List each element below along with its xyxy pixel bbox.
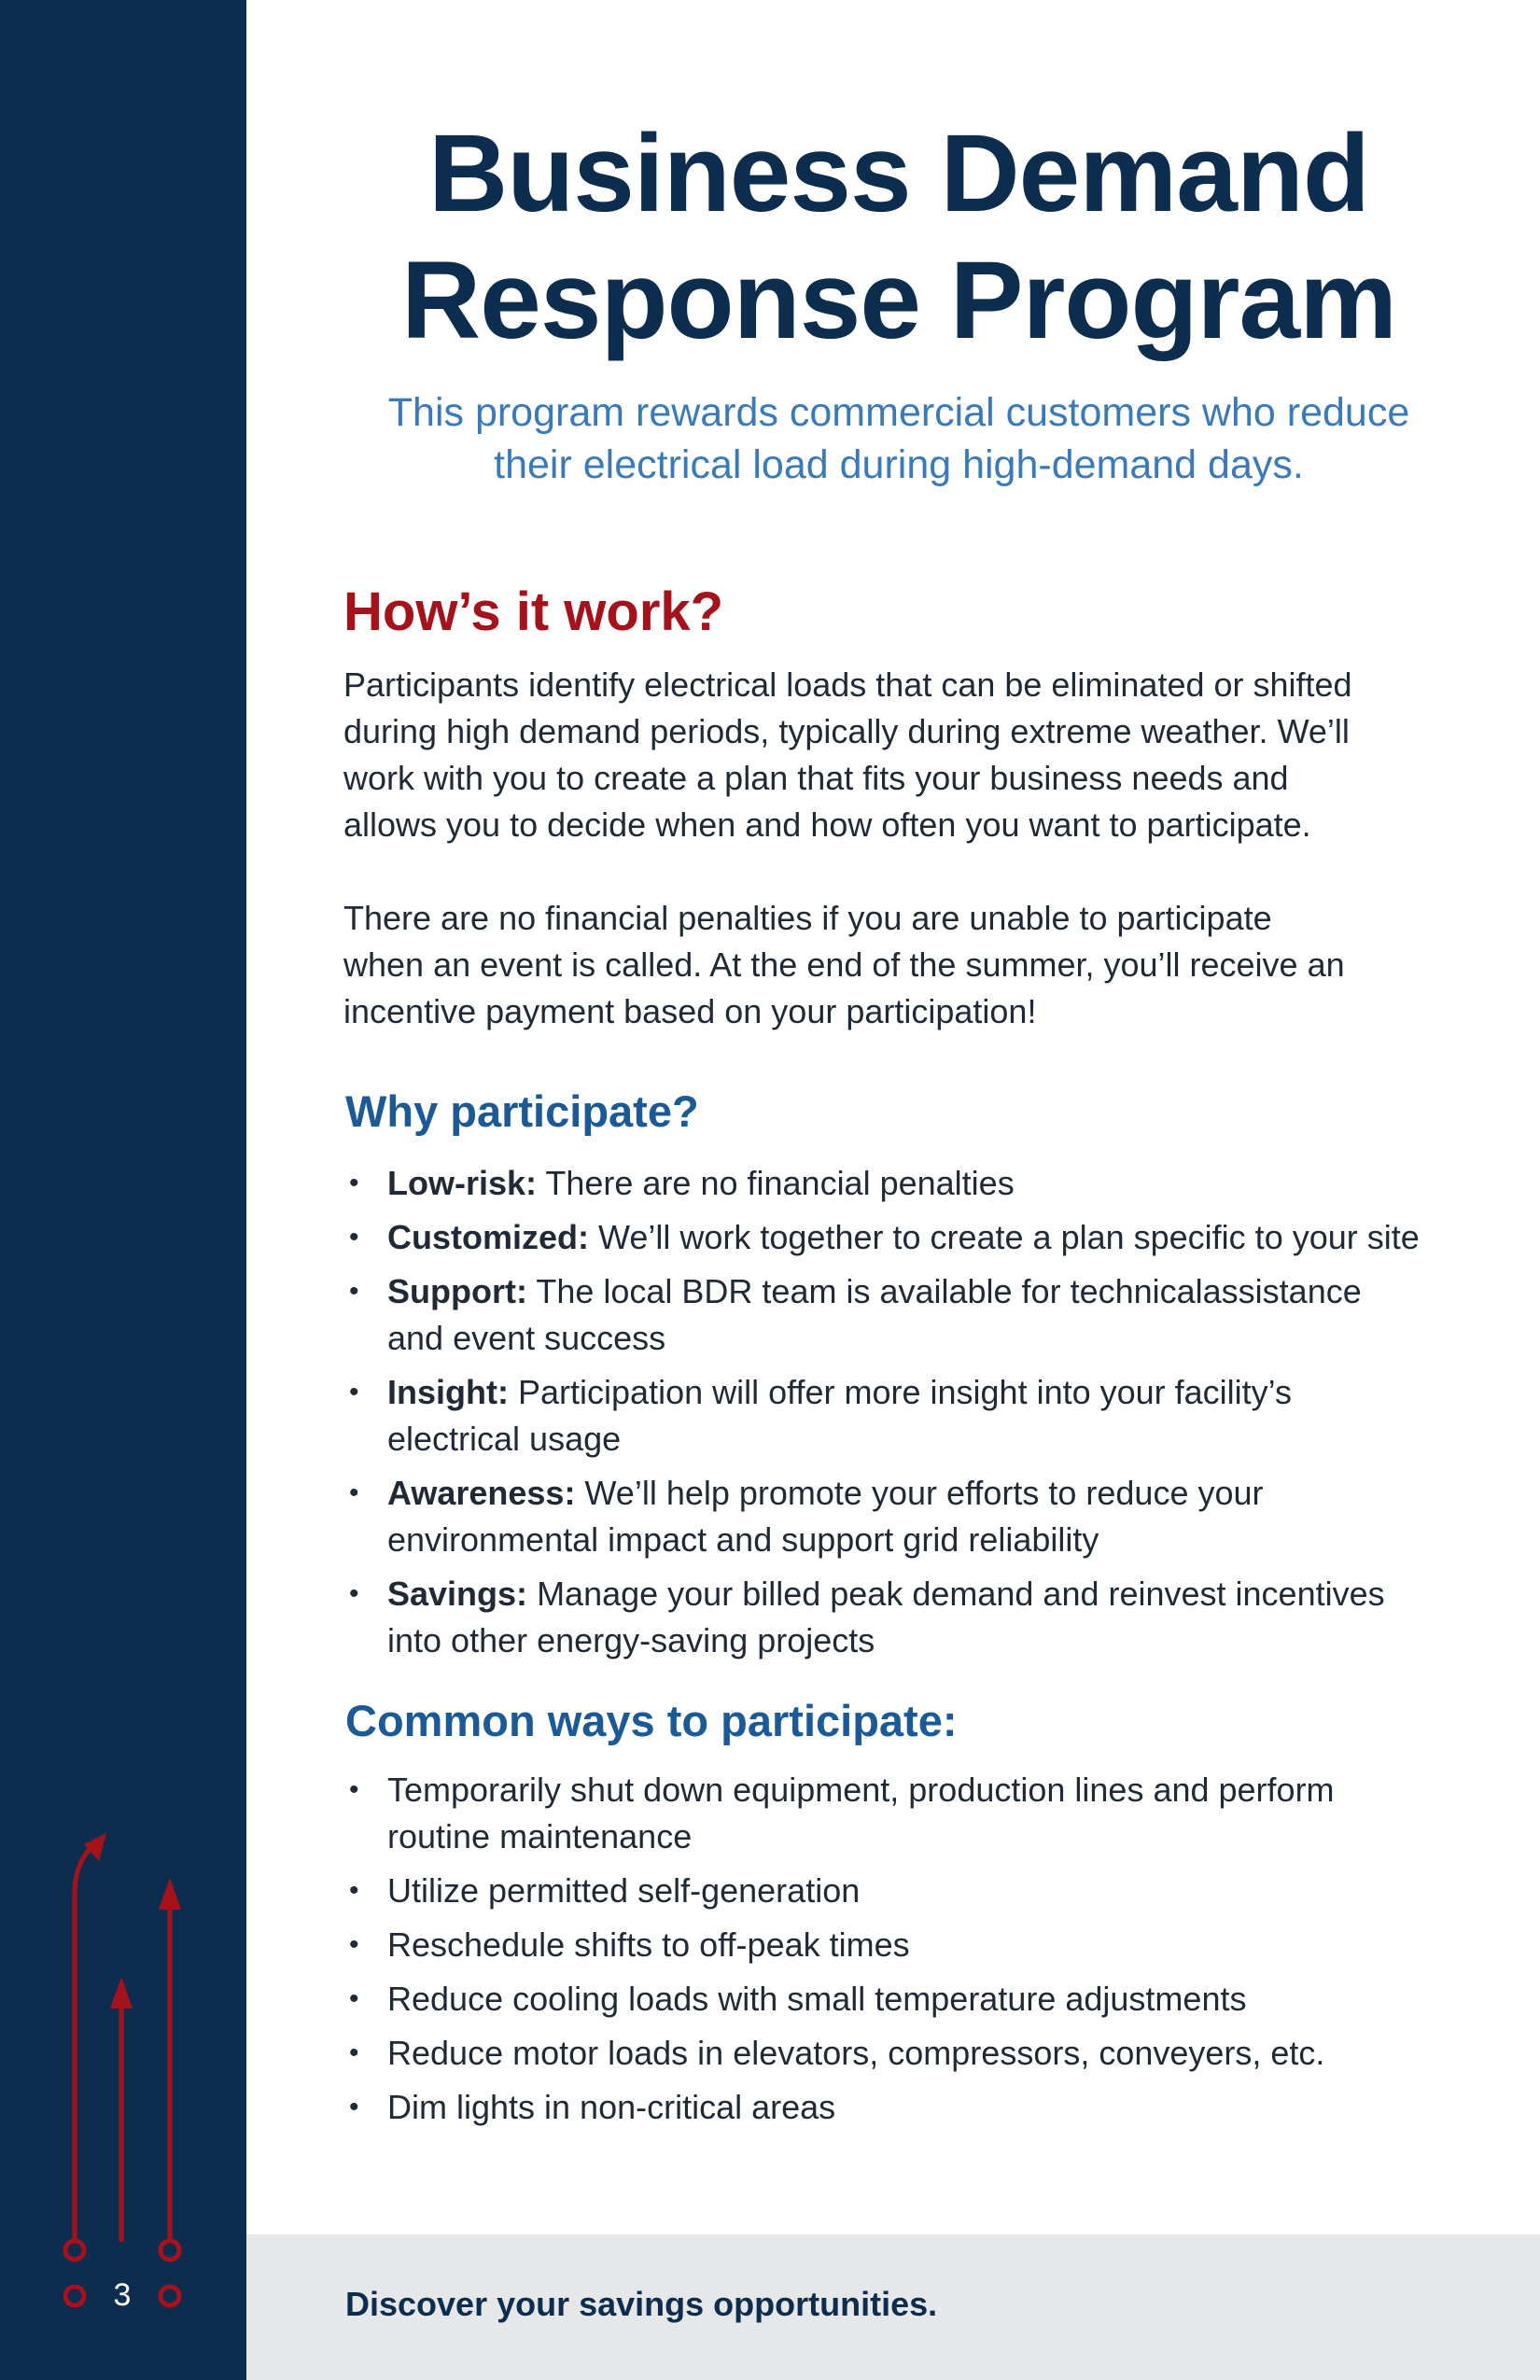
item-text: We’ll help promote your efforts to reduce your xyxy=(584,1474,1264,1512)
item-text: Utilize permitted self-generation xyxy=(387,1871,861,1910)
item-label: Savings: xyxy=(387,1575,528,1613)
para-line: There are no financial penalties if you are unable to participate xyxy=(343,899,1272,937)
item-text: Reschedule shifts to off-peak times xyxy=(387,1925,910,1964)
list-item xyxy=(343,1976,1463,2023)
item-text: electrical usage xyxy=(387,1420,622,1458)
list-item xyxy=(343,1868,1463,1914)
item-label: Insight: xyxy=(387,1373,509,1411)
item-text: We’ll work together to create a plan specific to your site xyxy=(598,1218,1420,1256)
bullet-icon: • xyxy=(349,2037,359,2068)
list-item xyxy=(343,1571,1463,1664)
para-line: during high demand periods, typically during extreme weather. We’ll xyxy=(343,712,1350,750)
how-heading: How’s it work? xyxy=(343,581,724,642)
ways-list xyxy=(343,1767,1463,2138)
item-label: Awareness: xyxy=(387,1474,576,1512)
page-subtitle xyxy=(343,386,1454,491)
para-line: incentive payment based on your participation! xyxy=(343,992,1037,1030)
bullet-icon: • xyxy=(349,1875,359,1906)
list-item xyxy=(343,1268,1463,1362)
para-line: when an event is called. At the end of the summer, you’ll receive an xyxy=(343,945,1345,984)
sidebar xyxy=(0,0,246,2380)
list-item xyxy=(343,1160,1463,1207)
item-label: Low-risk: xyxy=(387,1164,538,1202)
circuit-arrows-icon xyxy=(0,0,246,2380)
bullet-icon: • xyxy=(349,1222,359,1253)
item-text: routine maintenance xyxy=(387,1817,693,1855)
item-text: Temporarily shut down equipment, production lines and perform xyxy=(387,1771,1335,1809)
bullet-icon: • xyxy=(349,1168,359,1198)
item-text: environmental impact and support grid reliability xyxy=(387,1520,1099,1559)
bullet-icon: • xyxy=(349,1774,359,1805)
list-item xyxy=(343,1369,1463,1463)
item-text: Reduce motor loads in elevators, compressors, conveyers, etc. xyxy=(387,2034,1325,2072)
title-line-2: Response Program xyxy=(401,239,1396,362)
how-paragraph-2 xyxy=(343,895,1454,1035)
item-text: There are no financial penalties xyxy=(545,1164,1015,1202)
bullet-icon: • xyxy=(349,1377,359,1407)
list-item xyxy=(343,1214,1463,1261)
para-line: allows you to decide when and how often you want to participate. xyxy=(343,805,1311,844)
title-line-1: Business Demand xyxy=(428,112,1369,235)
item-text: Reduce cooling loads with small temperature adjustments xyxy=(387,1980,1247,2018)
item-label: Customized: xyxy=(387,1218,589,1256)
how-paragraph-1 xyxy=(343,662,1454,848)
list-item xyxy=(343,1470,1463,1563)
why-heading: Why participate? xyxy=(345,1086,699,1136)
bullet-icon: • xyxy=(349,1929,359,1960)
why-list xyxy=(343,1160,1463,1672)
list-item xyxy=(343,2030,1463,2077)
item-text: Manage your billed peak demand and reinvest incentives xyxy=(537,1575,1385,1613)
bullet-icon: • xyxy=(349,2092,359,2122)
page-number: 3 xyxy=(113,2277,132,2313)
footer-tagline: Discover your savings opportunities. xyxy=(345,2285,938,2323)
bullet-icon: • xyxy=(349,1276,359,1307)
bullet-icon: • xyxy=(349,1578,359,1609)
list-item xyxy=(343,2084,1463,2131)
item-label: Support: xyxy=(387,1272,527,1310)
ways-heading: Common ways to participate: xyxy=(345,1696,958,1745)
item-text: into other energy-saving projects xyxy=(387,1621,875,1659)
subtitle-line-2: their electrical load during high-demand days. xyxy=(494,442,1304,487)
item-text: The local BDR team is available for technicalassistance xyxy=(536,1272,1362,1310)
subtitle-line-1: This program rewards commercial customers who reduce xyxy=(387,390,1410,435)
list-item xyxy=(343,1922,1463,1968)
bullet-icon: • xyxy=(349,1477,359,1508)
item-text: Dim lights in non-critical areas xyxy=(387,2088,836,2126)
para-line: work with you to create a plan that fits your business needs and xyxy=(343,759,1289,797)
para-line: Participants identify electrical loads that can be eliminated or shifted xyxy=(343,665,1352,704)
item-text: Participation will offer more insight into your facility’s xyxy=(518,1373,1293,1411)
list-item xyxy=(343,1767,1463,1860)
page-title xyxy=(343,110,1454,364)
footer-band xyxy=(246,2234,1540,2380)
item-text: and event success xyxy=(387,1319,666,1357)
bullet-icon: • xyxy=(349,1983,359,2014)
